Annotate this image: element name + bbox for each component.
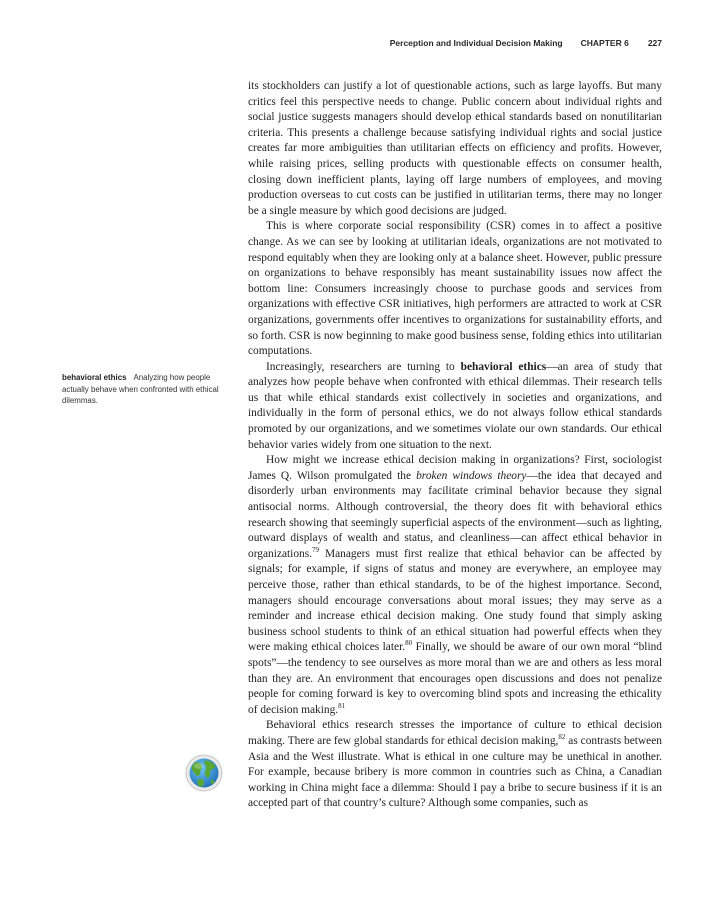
body-text <box>248 79 662 812</box>
glossary-term: behavioral ethics <box>62 373 127 382</box>
running-title: Perception and Individual Decision Making <box>389 38 563 48</box>
paragraph-2 <box>248 219 662 359</box>
paragraph-5 <box>248 718 662 812</box>
endnote-ref: 80 <box>405 639 413 648</box>
paragraph-3-text-b: —an area of study that analyzes how people behave when confronted with ethical dilemmas. Their research tells us that while ethical standards exist collectively in societies and organizations, and individually in the form of personal ethics, we do not always follow ethical standards promoted by our organizations, and we sometimes violate our own standards. Our ethical behavior varies widely from one situation to the next. <box>248 360 663 451</box>
paragraph-4 <box>248 453 662 718</box>
paragraph-4-text-b: —the idea that decayed and disorderly urban environments may facilitate criminal behavior because they signal antisocial norms. Although controversial, the theory does fit with behavioral ethics research showing that seemingly superficial aspects of the environment—such as lighting, outward displays of wealth and status, and cleanliness—can affect ethical behavior in organizations. <box>248 469 662 560</box>
endnote-ref: 81 <box>338 701 346 710</box>
paragraph-3 <box>248 360 662 454</box>
margin-glossary-note <box>62 372 234 407</box>
endnote-ref: 82 <box>558 732 566 741</box>
paragraph-4-text-a: How might we increase ethical decision making in organizations? First, sociologist James Q. Wilson promulgated the <box>248 454 662 482</box>
chapter-label: CHAPTER 6 <box>580 38 629 48</box>
endnote-ref: 79 <box>312 545 320 554</box>
paragraph-5-text-b: as contrasts between Asia and the West illustrate. What is ethical in one culture may be unethical in another. For example, because bribery is more common in countries such as China, a Canadian working in China might face a dilemma: Should I pay a bribe to secure business if it is an accepted part of that country’s culture? Although some companies, such as <box>248 734 662 810</box>
globe-icon <box>185 754 223 792</box>
italic-term: broken windows theory <box>416 469 527 482</box>
paragraph-1-text: its stockholders can justify a lot of questionable actions, such as large layoffs. But many critics feel this perspective needs to change. Public concern about individual rights and social justice suggests managers should develop ethical standards based on nonutilitarian criteria. This presents a challenge because satisfying individual rights and social justice creates far more ambiguities than utilitarian effects on efficiency and profits. However, while raising prices, selling products with questionable effects on consumer health, closing down inefficient plants, laying off large numbers of employees, and moving production overseas to cut costs can be justified in utilitarian terms, there may no longer be a single measure by which good decisions are judged. <box>248 80 662 217</box>
page-number: 227 <box>647 38 662 48</box>
glossary-definition: Analyzing how people actually behave when confronted with ethical dilemmas. <box>62 373 219 406</box>
paragraph-2-text: This is where corporate social responsibility (CSR) comes in to affect a positive change. As we can see by looking at utilitarian ideals, organizations are not motivated to respond equitably when they are looking only at a balance sheet. However, public pressure on organizations to behave responsibly has meant sustainability issues now affect the bottom line: Consumers increasingly choose to purchase goods and services from organizations with effective CSR initiatives, high performers are attracted to work at CSR organizations, governments offer incentives to organizations for sustainability efforts, and so forth. CSR is now beginning to make good business sense, folding ethics into utilitarian computations. <box>248 220 662 358</box>
running-head <box>390 38 662 48</box>
paragraph-5-text-a: Behavioral ethics research stresses the importance of culture to ethical decision making. There are few global standards for ethical decision making, <box>248 719 662 747</box>
paragraph-3-text-a: Increasingly, researchers are turning to <box>266 360 461 373</box>
paragraph-4-text-d: Finally, we should be aware of our own moral “blind spots”—the tendency to see ourselves as more moral than we are and others as less moral than they are. An environment that encourages open discussions and does not penalize people for coming forward is key to overcoming blind spots and increasing the ethicality of decision making. <box>248 641 662 716</box>
key-term: behavioral ethics <box>460 360 547 373</box>
paragraph-1 <box>248 79 662 219</box>
paragraph-4-text-c: Managers must first realize that ethical behavior can be affected by signals; for example, if signs of status and money are everywhere, an employee may perceive those, rather than ethical standards, to be of the highest importance. Second, managers should encourage conversations about moral issues; they may serve as a reminder and increase ethical decision making. One study found that simply asking business school students to think of an ethical situation had powerful effects when they were making ethical choices later. <box>248 547 662 654</box>
